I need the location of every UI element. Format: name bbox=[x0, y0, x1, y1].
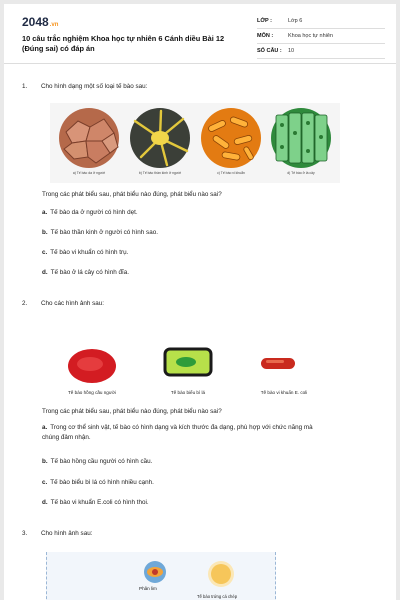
caption-bacteria-cell: c) Tế bào vi khuẩn bbox=[217, 171, 245, 175]
label-fish-egg-cell: Tế bào trứng cá chép bbox=[197, 594, 238, 599]
option-a: a. Tế bào da ở người có hình dẹt. bbox=[42, 209, 138, 216]
option-d: d. Tế bào vi khuẩn E.coli có hình thoi. bbox=[42, 499, 149, 506]
page-header bbox=[4, 4, 396, 64]
ecoli-cell-image bbox=[258, 352, 298, 374]
question-3-figure bbox=[46, 552, 276, 600]
nerve-cell-image bbox=[127, 107, 193, 169]
question-prompt: Cho hình dạng một số loại tế bào sau: bbox=[41, 83, 148, 90]
page-title: 10 câu trắc nghiệm Khoa học tự nhiên 6 Cánh diều Bài 12 (Đúng sai) có đáp án bbox=[22, 34, 225, 53]
caption-leaf-epidermis-cell: Tế bào biểu bì lá bbox=[170, 390, 206, 395]
caption-nerve-cell: b) Tế bào thần kinh ở người bbox=[138, 171, 182, 175]
meta-table bbox=[257, 14, 385, 59]
question-prompt: Cho hình ảnh sau: bbox=[41, 530, 93, 537]
question-2-statement: Trong các phát biểu sau, phát biểu nào đúng, phát biểu nào sai? bbox=[42, 408, 222, 415]
option-c: c. Tế bào biểu bì lá có hình nhiều cạnh. bbox=[42, 479, 154, 486]
question-number: 2. bbox=[22, 300, 28, 307]
option-d: d. Tế bào ở lá cây có hình đĩa. bbox=[42, 269, 129, 276]
meta-row-subject bbox=[257, 29, 385, 44]
meta-value: Lớp 6 bbox=[288, 18, 303, 24]
worksheet-page bbox=[4, 4, 396, 600]
meta-key: SỐ CÂU : bbox=[257, 48, 282, 54]
option-c: c. Tế bào vi khuẩn có hình trụ. bbox=[42, 249, 129, 256]
option-b: b. Tế bào thần kinh ở người có hình sao. bbox=[42, 229, 158, 236]
red-blood-cell-image bbox=[66, 346, 118, 386]
fish-egg-cell-image bbox=[207, 560, 235, 588]
caption-ecoli-cell: Tế bào vi khuẩn E. coli bbox=[260, 390, 308, 395]
meta-row-count bbox=[257, 44, 385, 59]
leaf-epidermis-cell-image bbox=[162, 346, 214, 378]
label-dividing-cell: Phân lim bbox=[139, 586, 157, 591]
question-number: 3. bbox=[22, 530, 28, 537]
question-number: 1. bbox=[22, 83, 28, 90]
caption-red-blood-cell: Tế bào hồng cầu người bbox=[68, 390, 116, 395]
skin-cell-image bbox=[56, 107, 122, 169]
cell-images-figure bbox=[50, 103, 340, 183]
leaf-cell-image bbox=[268, 107, 334, 169]
meta-value: 10 bbox=[288, 48, 295, 54]
bacteria-cell-image bbox=[198, 107, 264, 169]
caption-leaf-cell: d) Tế bào ở lá cây bbox=[287, 171, 315, 175]
meta-key: MÔN : bbox=[257, 33, 274, 39]
question-1-statement: Trong các phát biểu sau, phát biểu nào đúng, phát biểu nào sai? bbox=[42, 191, 222, 198]
dividing-cell-image bbox=[143, 560, 167, 584]
question-prompt: Cho các hình ảnh sau: bbox=[41, 300, 105, 307]
option-a: a. Trong cơ thể sinh vật, tế bào có hình dạng và kích thước đa dạng, phù hợp với chức năng mà chúng đảm nhận. bbox=[42, 424, 313, 441]
meta-key: LỚP : bbox=[257, 18, 272, 24]
site-logo[interactable]: 2048.vn bbox=[22, 15, 59, 29]
meta-row-class bbox=[257, 14, 385, 29]
meta-value: Khoa học tự nhiên bbox=[288, 33, 333, 39]
option-b: b. Tế bào hồng cầu người có hình cầu. bbox=[42, 458, 153, 465]
cell-shapes-figure bbox=[50, 342, 340, 402]
caption-skin-cell: a) Tế bào da ở người bbox=[72, 171, 106, 175]
